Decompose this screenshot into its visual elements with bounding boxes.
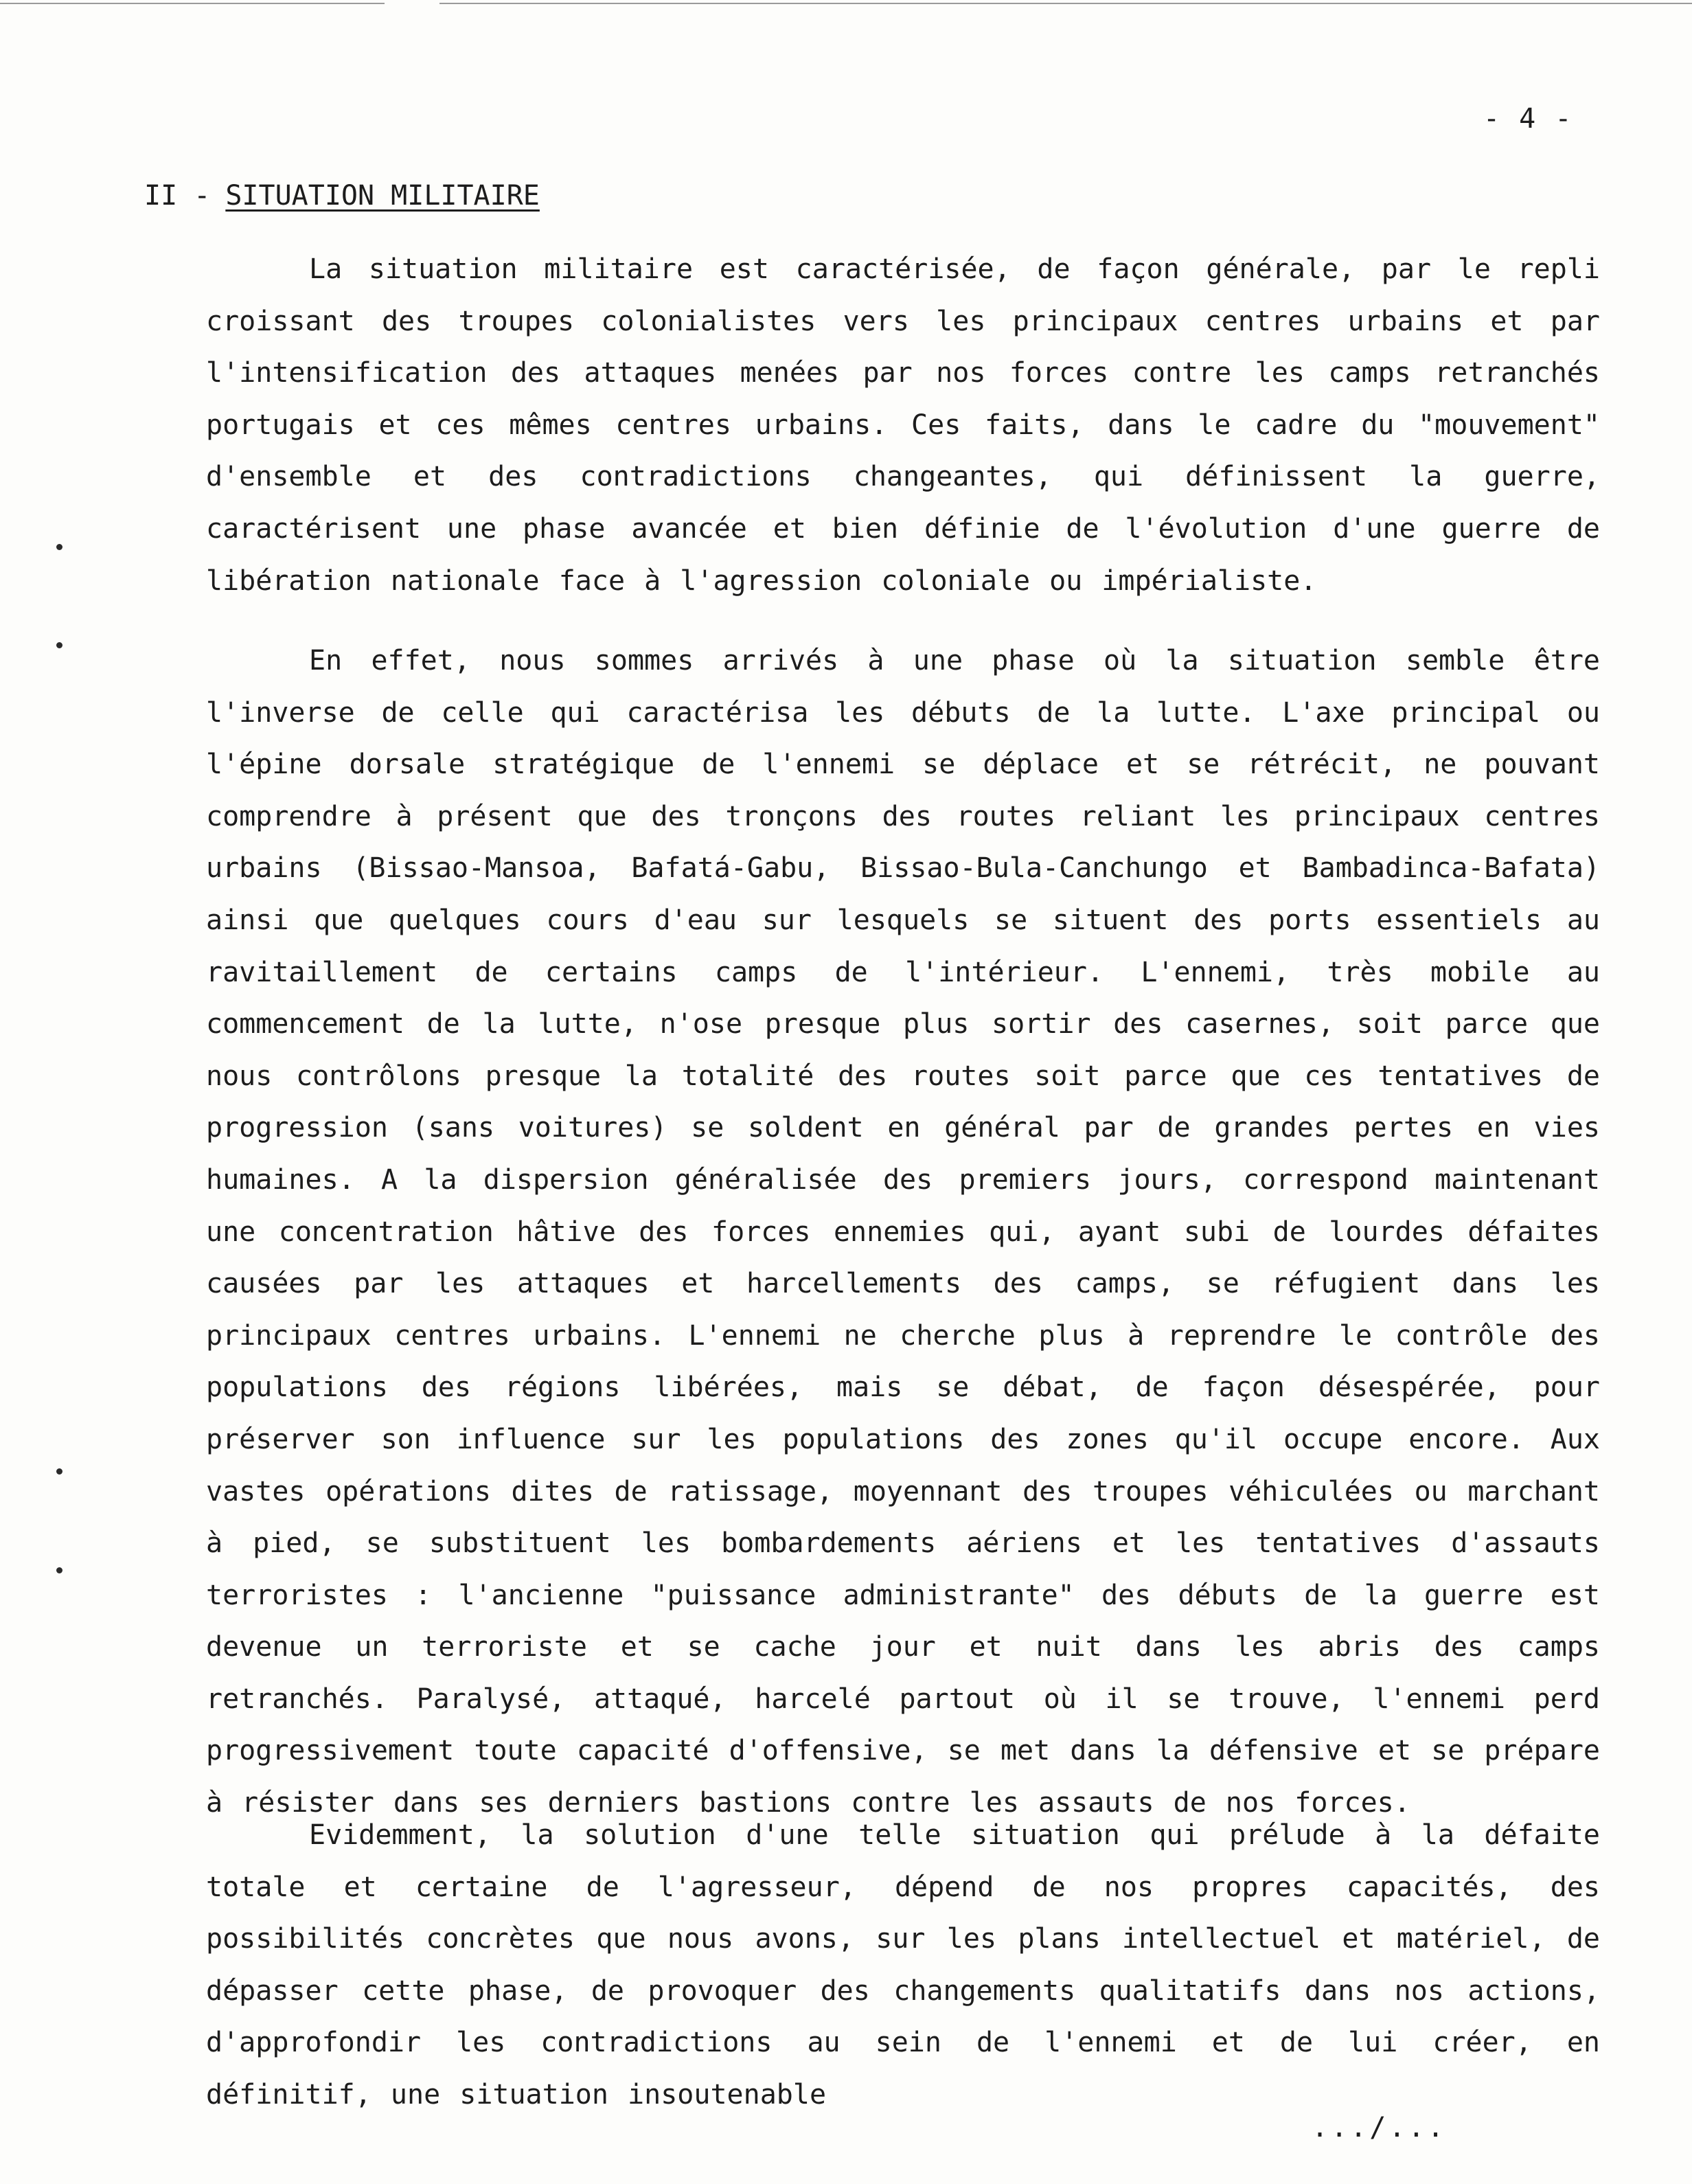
- paragraph-1: [206, 244, 1600, 607]
- paragraph-text: Evidemment, la solution d'une telle situation qui prélude à la défaite totale et certaine de l'agresseur, dépend de nos propres capacités, des possibilités concrètes que nous avons, sur les plans intellectuel et matériel, de dépasser cette phase, de provoquer des changements qualitatifs dans nos actions, d'approfondir les contradictions au sein de l'ennemi et de lui créer, en définitif, une situation insoutenable: [206, 1819, 1600, 2111]
- section-title: SITUATION MILITAIRE: [225, 180, 540, 212]
- section-number: II -: [144, 180, 211, 212]
- scan-top-rule: [439, 3, 1692, 4]
- scan-speck: [56, 1468, 62, 1475]
- paragraph-3: [206, 1810, 1600, 2122]
- paragraph-2: [206, 635, 1600, 1830]
- scan-top-rule: [0, 3, 385, 4]
- page-number: - 4 -: [1483, 103, 1573, 135]
- paragraph-text: La situation militaire est caractérisée, de façon générale, par le repli croissant des troupes colonialistes vers les principaux centres urbains et par l'intensification des attaques menées par nos forces contre les camps retranchés portugais et ces mêmes centres urbains. Ces faits, dans le cadre du "mouvement" d'ensemble et des contradictions changeantes, qui définissent la guerre, caractérisent une phase avancée et bien définie de l'évolution d'une guerre de libération nationale face à l'agression coloniale ou impérialiste.: [206, 253, 1600, 597]
- continuation-marker: .../...: [1312, 2112, 1447, 2143]
- paragraph-text: En effet, nous sommes arrivés à une phase où la situation semble être l'inverse de celle qui caractérisa les débuts de la lutte. L'axe principal ou l'épine dorsale stratégique de l'ennemi se déplace et se rétrécit, ne pouvant comprendre à présent que des tronçons des routes reliant les principaux centres urbains (Bissao-Mansoa, Bafatá-Gabu, Bissao-Bula-Canchungo et Bambadinca-Bafata) ainsi que quelques cours d'eau sur lesquels se situent des ports essentiels au ravitaillement de certains camps de l'intérieur. L'ennemi, très mobile au commencement de la lutte, n'ose presque plus sortir des casernes, soit parce que nous contrôlons presque la totalité des routes soit parce que ces tentatives de progression (sans voitures) se soldent en général par de grandes pertes en vies humaines. A la dispersion généralisée des premiers jours, correspond maintenant une concentration hâtive des forces ennemies qui, ayant subi de lourdes défaites causées par les attaques et harcellements des camps, se réfugient dans les principaux centres urbains. L'ennemi ne cherche plus à reprendre le contrôle des populations des régions libérées, mais se débat, de façon désespérée, pour préserver son influence sur les populations des zones qu'il occupe encore. Aux vastes opérations dites de ratissage, moyennant des troupes véhiculées ou marchant à pied, se substituent les bombardements aériens et les tentatives d'assauts terroristes : l'ancienne "puissance administrante" des débuts de la guerre est devenue un terroriste et se cache jour et nuit dans les abris des camps retranchés. Paralysé, attaqué, harcelé partout où il se trouve, l'ennemi perd progressivement toute capacité d'offensive, se met dans la défensive et se prépare à résister dans ses derniers bastions contre les assauts de nos forces.: [206, 645, 1600, 1819]
- scan-speck: [56, 544, 62, 550]
- scan-speck: [56, 642, 62, 648]
- scan-speck: [56, 1567, 62, 1573]
- section-heading: [144, 180, 540, 212]
